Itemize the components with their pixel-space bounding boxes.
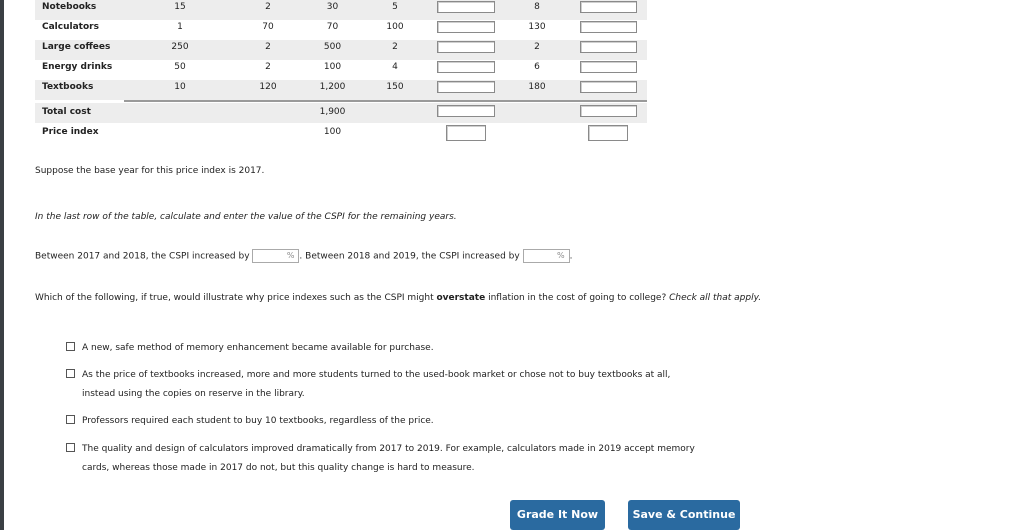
table-row	[35, 60, 647, 80]
cost-2017: 70	[326, 22, 339, 32]
option-memory-enhancement[interactable]	[66, 339, 766, 358]
price-2018: 4	[392, 62, 398, 72]
option-used-textbooks[interactable]	[66, 366, 766, 404]
price-2017: 2	[265, 62, 271, 72]
price-index-row	[35, 123, 647, 143]
question-after: inflation in the cost of going to college?	[485, 293, 670, 303]
window-left-edge	[0, 0, 4, 530]
price-2019: 130	[528, 22, 546, 32]
option-text-line2: instead using the copies on reserve in the library.	[82, 389, 305, 399]
option-required-textbooks[interactable]	[66, 412, 766, 431]
percent-sign: %	[556, 251, 565, 260]
row-label: Textbooks	[42, 82, 94, 92]
table-row	[35, 20, 647, 40]
base-year-text: Suppose the base year for this price index is 2017.	[35, 166, 265, 176]
cost-2018-input[interactable]	[437, 21, 495, 33]
increase-2019-input[interactable]	[523, 249, 570, 263]
increase-text-3: .	[569, 251, 573, 262]
total-cost-2017: 1,900	[319, 107, 346, 117]
checkbox[interactable]	[66, 415, 75, 424]
row-label: Notebooks	[42, 2, 97, 12]
option-text-line2: cards, whereas those made in 2017 do not, but this quality change is hard to measure.	[82, 463, 475, 473]
increase-text-2: . Between 2018 and 2019, the CSPI increased by	[299, 251, 520, 262]
total-cost-label: Total cost	[42, 107, 91, 117]
cspi-increase-sentence	[35, 249, 572, 263]
grade-it-now-button[interactable]: Grade It Now	[510, 500, 605, 530]
price-2018: 100	[386, 22, 404, 32]
increase-2018-input[interactable]	[252, 249, 299, 263]
quantity-2017: 15	[174, 2, 186, 12]
percent-sign: %	[286, 251, 295, 260]
cost-2019-input[interactable]	[580, 1, 637, 13]
save-and-continue-button[interactable]: Save & Continue	[628, 500, 740, 530]
option-text: A new, safe method of memory enhancement became available for purchase.	[82, 343, 434, 353]
quantity-2017: 1	[177, 22, 183, 32]
price-2018: 150	[386, 82, 404, 92]
option-calculator-quality[interactable]	[66, 440, 766, 478]
question-italic: Check all that apply.	[669, 293, 762, 303]
cost-2019-input[interactable]	[580, 21, 637, 33]
cost-2019-input[interactable]	[580, 41, 637, 53]
cost-2017: 30	[326, 2, 339, 12]
price-2017: 2	[265, 42, 271, 52]
price-index-label: Price index	[42, 127, 99, 137]
quantity-2017: 10	[174, 82, 186, 92]
question-bold: overstate	[436, 293, 486, 303]
price-2019: 8	[534, 2, 540, 12]
quantity-2017: 50	[174, 62, 186, 72]
instruction-text: In the last row of the table, calculate and enter the value of the CSPI for the remaining years.	[35, 212, 457, 222]
cost-2017: 500	[323, 42, 342, 52]
option-text: Professors required each student to buy 10 textbooks, regardless of the price.	[82, 416, 434, 426]
total-cost-2019-input[interactable]	[580, 105, 637, 117]
price-index-2017: 100	[323, 127, 342, 137]
checkbox[interactable]	[66, 369, 75, 378]
price-index-2019-input[interactable]	[588, 125, 628, 141]
row-label: Large coffees	[42, 42, 111, 52]
cost-2018-input[interactable]	[437, 41, 495, 53]
table-separator	[124, 100, 647, 102]
row-label: Calculators	[42, 22, 99, 32]
cost-2017: 1,200	[319, 82, 346, 92]
row-label: Energy drinks	[42, 62, 113, 72]
price-index-2018-input[interactable]	[446, 125, 486, 141]
total-cost-row	[35, 103, 647, 123]
cost-2019-input[interactable]	[580, 61, 637, 73]
total-cost-2018-input[interactable]	[437, 105, 495, 117]
table-row	[35, 0, 647, 20]
cost-2018-input[interactable]	[437, 81, 495, 93]
price-2019: 180	[528, 82, 546, 92]
price-2019: 6	[534, 62, 540, 72]
cost-2017: 100	[323, 62, 342, 72]
quantity-2017: 250	[171, 42, 189, 52]
price-2018: 5	[392, 2, 398, 12]
cost-2019-input[interactable]	[580, 81, 637, 93]
price-2018: 2	[392, 42, 398, 52]
price-2017: 120	[259, 82, 277, 92]
cost-2018-input[interactable]	[437, 1, 495, 13]
cost-2018-input[interactable]	[437, 61, 495, 73]
increase-text-1: Between 2017 and 2018, the CSPI increased by	[35, 251, 250, 262]
price-2017: 2	[265, 2, 271, 12]
price-2019: 2	[534, 42, 540, 52]
checkbox[interactable]	[66, 342, 75, 351]
price-2017: 70	[262, 22, 274, 32]
checkbox[interactable]	[66, 443, 75, 452]
question-before: Which of the following, if true, would illustrate why price indexes such as the CSPI might	[35, 293, 437, 303]
option-text: The quality and design of calculators improved dramatically from 2017 to 2019. For example, calculators made in 2019 accept memory	[82, 444, 695, 454]
question-text	[35, 289, 765, 307]
option-text: As the price of textbooks increased, more and more students turned to the used-book market or chose not to buy textbooks at all,	[82, 370, 671, 380]
table-row	[35, 80, 647, 100]
table-row	[35, 40, 647, 60]
